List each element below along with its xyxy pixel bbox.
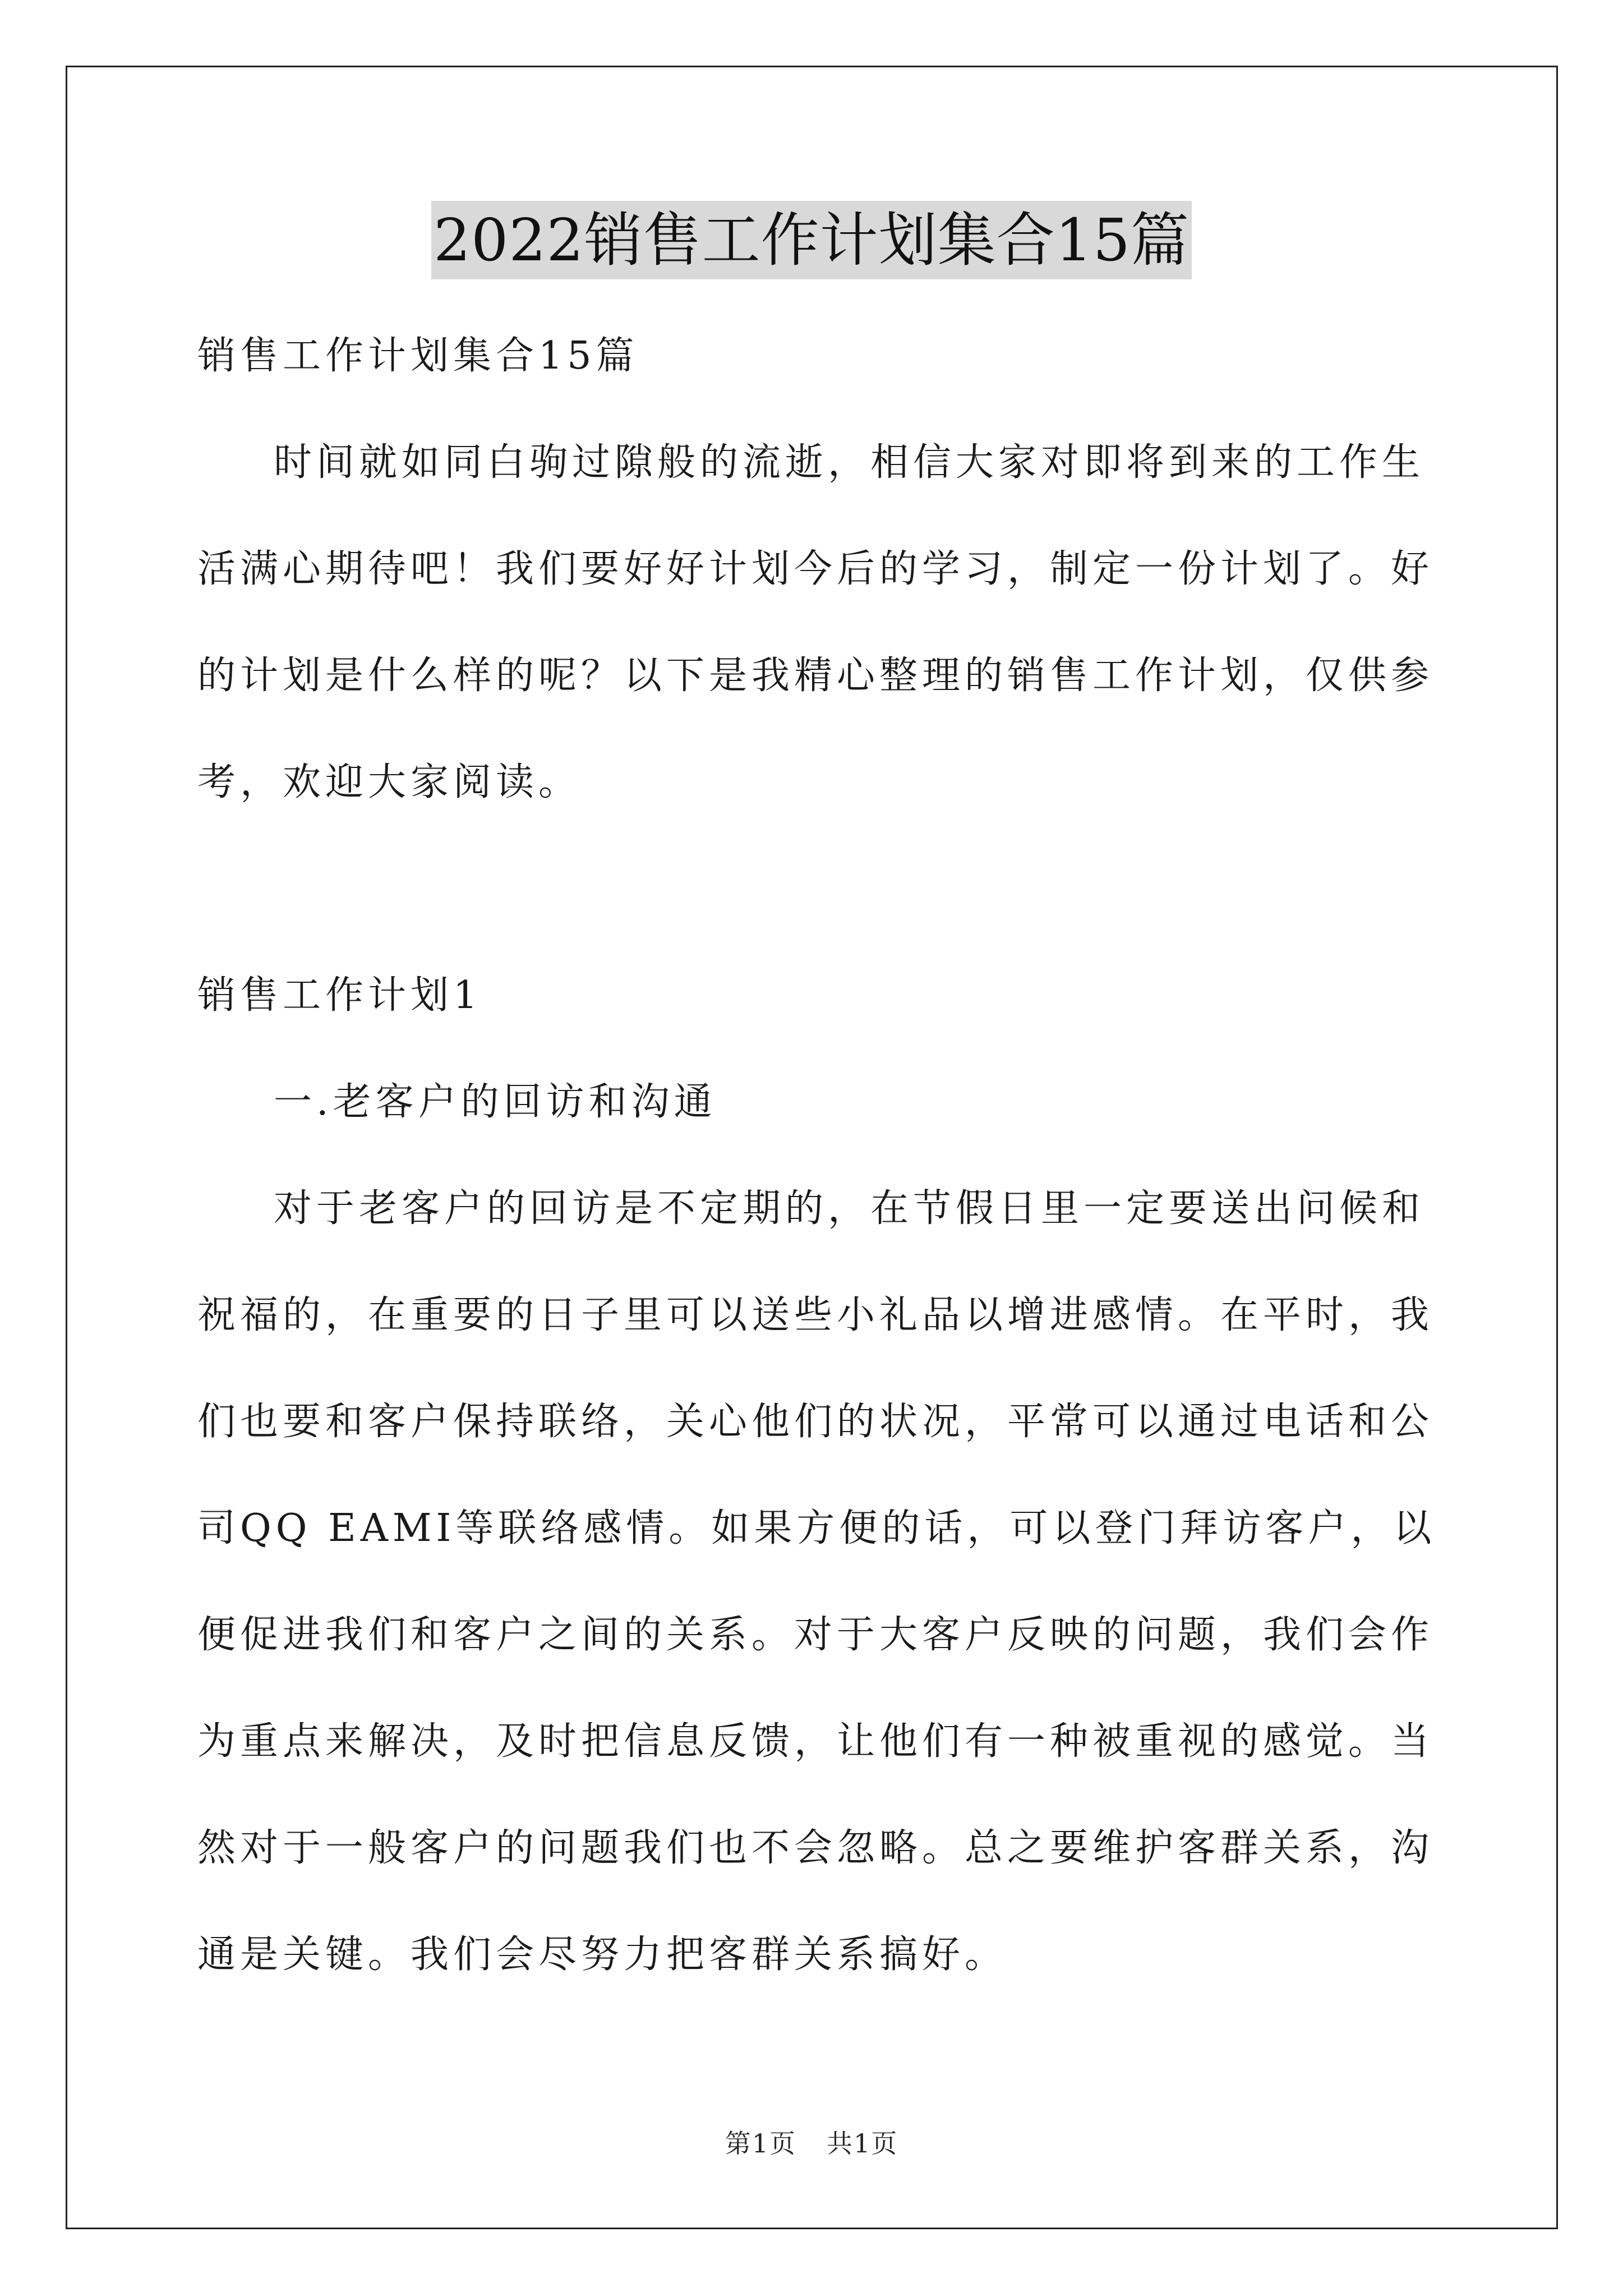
page-number: 第1页 (725, 2128, 796, 2159)
section-heading: 销售工作计划1 (197, 973, 482, 1018)
page-footer (0, 2123, 1623, 2160)
title-container (0, 201, 1623, 279)
body-paragraph: 对于老客户的回访是不定期的，在节假日里一定要送出问候和祝福的，在重要的日子里可以送些小礼品以增进感情。在平时，我们也要和客户保持联络，关心他们的状况，平常可以通过电话和公司QQ EAMI等联络感情。如果方便的话，可以登门拜访客户，以便促进我们和客户之间的关系。对于大客户反映的问题，我们会作为重点来解决，及时把信息反馈，让他们有一种被重视的感觉。当然对于一般客户的问题我们也不会忽略。总之要维护客群关系，沟通是关键。我们会尽努力把客群关系搞好。 (197, 1186, 1436, 1977)
intro-paragraph: 时间就如同白驹过隙般的流逝，相信大家对即将到来的工作生活满心期待吧！我们要好好计划今后的学习，制定一份计划了。好的计划是什么样的呢？以下是我精心整理的销售工作计划，仅供参考，欢迎大家阅读。 (197, 440, 1434, 804)
subsection-heading: 一.老客户的回访和沟通 (274, 1080, 717, 1124)
document-title: 2022销售工作计划集合15篇 (431, 201, 1192, 279)
page-total: 共1页 (827, 2128, 898, 2159)
document-body (197, 303, 1448, 2008)
document-subtitle: 销售工作计划集合15篇 (197, 334, 639, 378)
